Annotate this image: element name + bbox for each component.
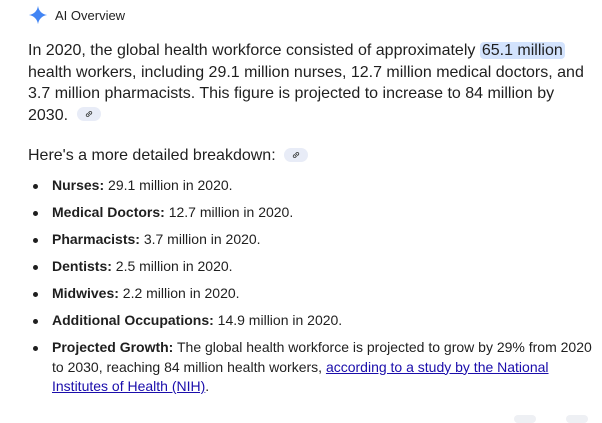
intro-text-end: health workers, including 29.1 million nurses, 12.7 million medical doctors, and 3.7 million pharmacists. This figure is projected to increase to 84 million by 2030. — [28, 64, 584, 124]
intro-paragraph — [28, 40, 598, 126]
list-item — [28, 230, 593, 250]
list-item — [28, 284, 593, 304]
item-label: Nurses: — [52, 177, 104, 193]
breakdown-heading-text: Here's a more detailed breakdown: — [28, 147, 276, 164]
item-label: Dentists: — [52, 258, 112, 274]
item-text: 2.5 million in 2020. — [112, 258, 233, 274]
link-icon — [291, 150, 301, 160]
action-button-stub[interactable] — [514, 415, 536, 423]
item-label: Medical Doctors: — [52, 204, 165, 220]
source-link-chip[interactable] — [284, 148, 308, 162]
item-label: Additional Occupations: — [52, 312, 214, 328]
link-icon — [84, 109, 94, 119]
item-text: 12.7 million in 2020. — [165, 204, 293, 220]
list-item — [28, 203, 593, 223]
item-label: Midwives: — [52, 285, 119, 301]
nih-study-link[interactable]: according to a study by the National Institutes of Health (NIH) — [52, 359, 549, 395]
sparkle-icon — [28, 5, 48, 25]
intro-text-start: In 2020, the global health workforce consisted of approximately — [28, 42, 480, 59]
breakdown-heading — [28, 145, 308, 166]
item-text: 29.1 million in 2020. — [104, 177, 232, 193]
item-text: 3.7 million in 2020. — [140, 231, 261, 247]
source-link-chip[interactable] — [77, 107, 101, 121]
breakdown-list — [28, 176, 593, 404]
list-item — [28, 338, 593, 397]
list-item — [28, 176, 593, 196]
item-text: The global health workforce is projected to grow by 29% from 2020 to 2030, reaching 84 million health workers, — [52, 339, 592, 375]
action-button-stub[interactable] — [566, 415, 588, 423]
item-text: 14.9 million in 2020. — [214, 312, 342, 328]
item-label: Pharmacists: — [52, 231, 140, 247]
highlighted-figure: 65.1 million — [480, 42, 565, 59]
item-text: 2.2 million in 2020. — [119, 285, 240, 301]
list-item — [28, 257, 593, 277]
item-label: Projected Growth: — [52, 339, 173, 355]
header-title: AI Overview — [55, 8, 125, 23]
item-end: . — [205, 378, 209, 394]
list-item — [28, 311, 593, 331]
ai-overview-header — [28, 4, 125, 26]
